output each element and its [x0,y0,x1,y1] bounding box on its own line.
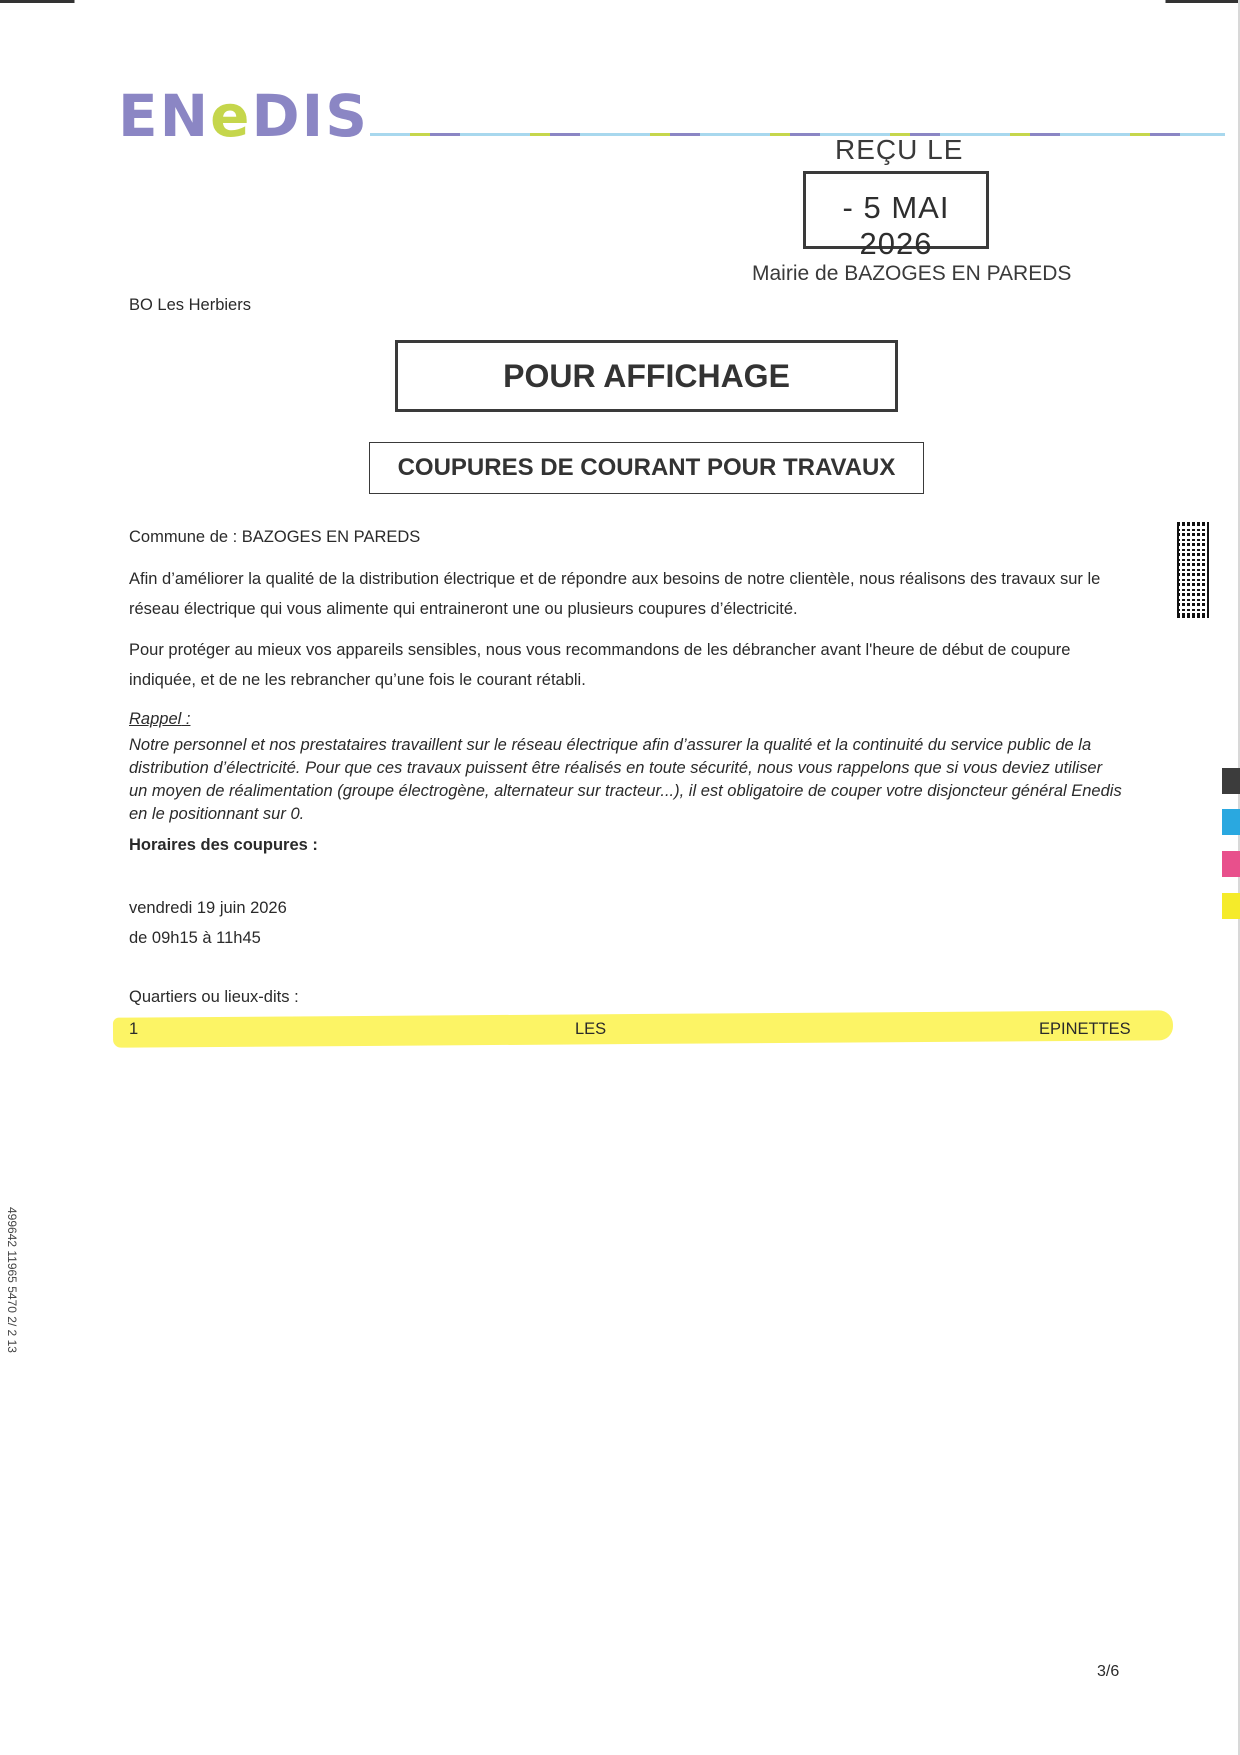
color-swatch-magenta [1222,851,1240,877]
quartier-part1: LES [575,1020,607,1038]
rappel-label: Rappel : [129,710,191,728]
heading-box [395,340,898,412]
heading: POUR AFFICHAGE [503,357,790,394]
page-number: 3/6 [1097,1663,1120,1680]
color-swatch-cyan [1222,809,1240,835]
datamatrix-barcode [1177,522,1209,618]
subheading-box [369,442,924,494]
sender: BO Les Herbiers [129,296,251,314]
quartier-number: 1 [129,1020,139,1038]
subheading: COUPURES DE COURANT POUR TRAVAUX [397,454,896,481]
stamp-date: - 5 MAI 2026 [842,190,950,261]
paragraph-protection: Pour protéger au mieux vos appareils sensibles, nous vous recommandons de les débrancher avant l'heure de début de coupure indiquée, et de ne les rebrancher qu’une fois le courant rétabli. [129,641,1071,689]
commune: Commune de : BAZOGES EN PAREDS [129,528,421,546]
paragraph-improvement: Afin d’améliorer la qualité de la distribution électrique et de répondre aux besoins de notre clientèle, nous réalisons des travaux sur le réseau électrique qui vous alimente qui entraineront une ou plusieurs coupures d’électricité. [129,570,1101,618]
stamp-title: REÇU LE [835,134,964,165]
scan-top-edge [0,0,1240,3]
horaires-heading: Horaires des coupures : [129,836,318,854]
color-swatch-yellow [1222,893,1240,919]
outage-date: vendredi 19 juin 2026 [129,899,287,917]
quartiers-heading: Quartiers ou lieux-dits : [129,988,299,1006]
quartier-part2: EPINETTES [1039,1020,1131,1038]
stamp-mairie: Mairie de BAZOGES EN PAREDS [752,262,1072,285]
rappel-text: Notre personnel et nos prestataires travaillent sur le réseau électrique afin d’assurer la qualité et la continuité du service public de la distribution d’électricité. Pour que ces travaux puissent être réalisés en toute sécurité, nous vous rappelons que si vous deviez utiliser un moyen de réalimentation (groupe électrogène, alternateur sur tracteur...), il est obligatoire de couper votre disjoncteur général Enedis en le positionnant sur 0. [129,736,1122,823]
enedis-logo: ENeDIS [118,82,370,150]
side-code: 499642 11965 5470 2/ 2 13 [5,1207,19,1353]
logo-divider-line [370,133,1225,136]
color-swatch-black [1222,768,1240,794]
highlighter-mark [113,1010,1173,1047]
outage-time: de 09h15 à 11h45 [129,929,261,947]
